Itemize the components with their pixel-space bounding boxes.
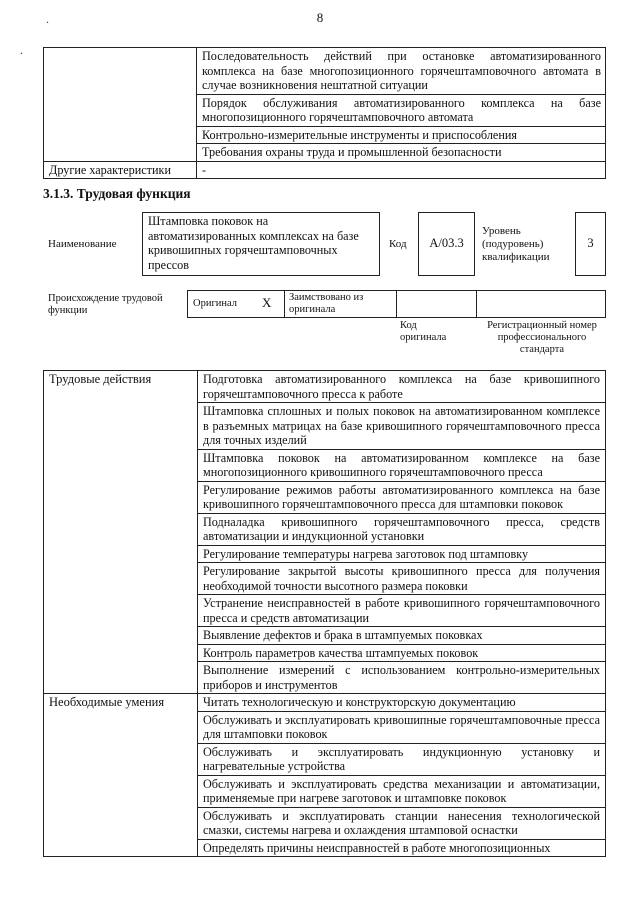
row-text: Штамповка поковок на автоматизированном комплексе на базе многопозиционного кривошипного горячештамповочного пресса [198,449,606,481]
labor-function-table [43,370,606,857]
row-text: Читать технологическую и конструкторскую документацию [198,694,606,712]
origin-label: Происхождение трудовой функции [48,293,163,316]
table-row [44,48,606,95]
characteristics-table [43,47,606,179]
row-text: Подготовка автоматизированного комплекса на базе кривошипного горячештамповочного пресса к работе [198,371,606,403]
borrowed-box [284,290,397,318]
table-row [44,371,606,403]
row-text: Требования охраны труда и промышленной безопасности [197,144,606,162]
row-text: Последовательность действий при остановке автоматизированного комплекса на базе многопозиционного горячештамповочного автомата в случае возникновения нештатной ситуации [197,48,606,95]
name-value-box [142,212,380,276]
row-text: Выполнение измерений с использованием контрольно-измерительных приборов и инструментов [198,662,606,694]
name-value: Штамповка поковок на автоматизированных комплексах на базе кривошипных горячештамповочных прессов [148,214,359,272]
row-text: Обслуживать и эксплуатировать кривошипные горячештамповочные пресса для штамповки поковок [198,711,606,743]
row-text: Регулирование режимов работы автоматизированного комплекса на базе кривошипного горячештамповочного пресса для штамповки поковок [198,481,606,513]
row-text: Устранение неисправностей в работе кривошипного горячештамповочного пресса и средств автоматизации [198,595,606,627]
row-text: Обслуживать и эксплуатировать средства механизации и автоматизации, применяемые при нагреве заготовок и штамповке поковок [198,775,606,807]
level-label: Уровень (подуровень) квалификации [482,225,550,263]
section-heading: 3.1.3. Трудовая функция [43,186,191,201]
code-original-caption: Код оригинала [400,320,447,343]
original-box [187,290,285,318]
row-text: - [197,161,606,179]
row-label [44,48,197,162]
row-label: Трудовые действия [44,371,198,694]
row-text: Подналадка кривошипного горячештамповочного пресса, средств автоматизации и индукционной установки [198,513,606,545]
level-value-box [575,212,606,276]
scan-dot: . [20,43,23,57]
row-text: Регулирование закрытой высоты кривошипного пресса для получения необходимой точности высотного размера поковки [198,563,606,595]
borrowed-label: Заимствовано из оригинала [289,292,364,315]
original-mark: X [262,295,272,310]
code-value: A/03.3 [429,236,464,250]
code-value-box [418,212,475,276]
row-label: Другие характеристики [44,161,197,179]
row-text: Выявление дефектов и брака в штампуемых поковках [198,627,606,645]
level-value: 3 [587,236,594,250]
row-text: Штамповка сплошных и полых поковок на автоматизированном комплексе в разъемных матрицах на базе кривошипного горячештамповочного пресса для точных изделий [198,403,606,450]
name-label: Наименование [48,238,117,250]
row-text: Обслуживать и эксплуатировать индукционную установку и нагревательные устройства [198,743,606,775]
row-text: Порядок обслуживания автоматизированного комплекса на базе многопозиционного горячештамповочного автомата [197,94,606,126]
row-text: Контроль параметров качества штампуемых поковок [198,644,606,662]
row-text: Регулирование температуры нагрева заготовок под штамповку [198,545,606,563]
code-original-box [396,290,477,318]
page-number: 8 [316,10,324,25]
row-label: Необходимые умения [44,694,198,857]
reg-number-caption: Регистрационный номер профессионального стандарта [487,320,597,355]
table-row [44,161,606,179]
reg-number-box [476,290,606,318]
original-label: Оригинал [193,298,237,309]
code-label: Код [389,238,407,250]
row-text: Обслуживать и эксплуатировать станции нанесения технологической смазки, системы нагрева и охлаждения штамповой оснастки [198,807,606,839]
row-text: Контрольно-измерительные инструменты и приспособления [197,126,606,144]
scan-dot: . [46,12,49,26]
row-text: Определять причины неисправностей в работе многопозиционных [198,839,606,857]
table-row [44,694,606,712]
